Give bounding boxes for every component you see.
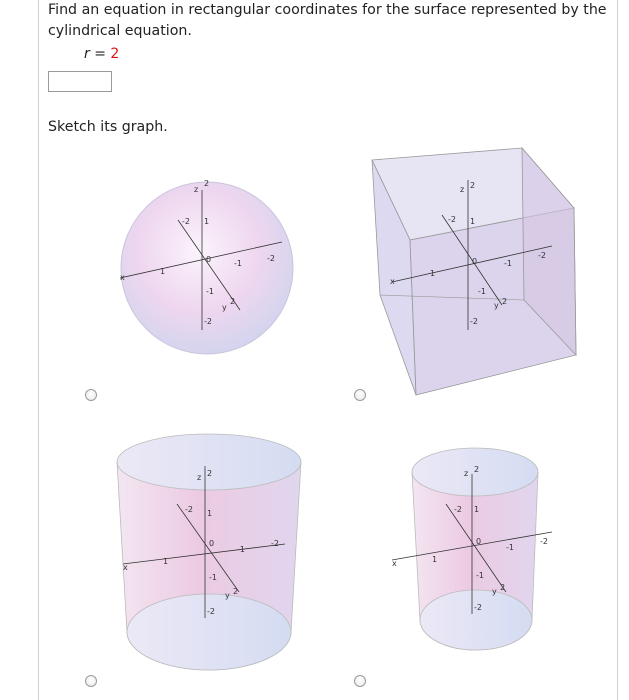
- sphere-graph: [110, 170, 310, 370]
- y-tick-neg2: -2: [185, 505, 193, 514]
- z-tick-2: 2: [207, 469, 213, 478]
- frame-border-left: [38, 0, 39, 700]
- origin-label: 0: [476, 537, 482, 546]
- z-tick-neg2: -2: [474, 603, 482, 612]
- answer-input[interactable]: [48, 71, 112, 92]
- y-tick-neg2: -2: [448, 215, 456, 224]
- y-tick-neg1: -1: [506, 543, 514, 552]
- z-tick-2: 2: [474, 465, 480, 474]
- z-tick-1: 1: [207, 509, 213, 518]
- z-tick-neg2: -2: [204, 317, 212, 326]
- origin-label: 0: [472, 257, 478, 266]
- y-tick-neg2b: -2: [540, 537, 548, 546]
- z-tick-2: 2: [470, 181, 476, 190]
- y-axis-label: y: [222, 303, 227, 312]
- x-axis-label: x: [123, 563, 128, 572]
- frame-border-right: [617, 0, 618, 700]
- z-tick-1: 1: [204, 217, 210, 226]
- y-tick-neg2b: -2: [267, 254, 275, 263]
- x-axis-label: x: [392, 559, 397, 568]
- option-radio-wide-cylinder[interactable]: [85, 675, 97, 687]
- x-tick-1: 1: [430, 269, 436, 278]
- cylindrical-equation: [84, 46, 119, 62]
- y-tick-neg1: -1: [234, 259, 242, 268]
- y-tick-neg2: -2: [454, 505, 462, 514]
- x-tick-1: 1: [160, 267, 166, 276]
- origin-label: 0: [209, 539, 215, 548]
- equation-value: 2: [110, 46, 120, 62]
- wide-cylinder-graph: [105, 432, 315, 677]
- z-tick-neg2: -2: [207, 607, 215, 616]
- y-tick-2: 2: [500, 583, 506, 592]
- origin-label: 0: [206, 255, 212, 264]
- cube-graph: [362, 140, 602, 410]
- option-radio-cube[interactable]: [354, 389, 366, 401]
- narrow-cylinder-graph: [380, 432, 570, 667]
- y-tick-neg1: -1: [504, 259, 512, 268]
- sketch-prompt: Sketch its graph.: [48, 119, 168, 135]
- y-axis-label: y: [225, 591, 230, 600]
- z-axis-label: z: [464, 469, 469, 478]
- x-tick-1: 1: [163, 557, 169, 566]
- y-tick-neg2b: -2: [538, 251, 546, 260]
- x-axis-label: x: [120, 273, 125, 282]
- z-axis-label: z: [460, 185, 465, 194]
- z-axis-label: z: [197, 473, 202, 482]
- z-tick-neg1: -1: [206, 287, 214, 296]
- z-tick-1: 1: [470, 217, 476, 226]
- y-tick-neg2b: -2: [271, 539, 279, 548]
- option-radio-sphere[interactable]: [85, 389, 97, 401]
- z-tick-neg1: -1: [478, 287, 486, 296]
- x-axis-label: x: [390, 277, 395, 286]
- z-tick-neg1: -1: [476, 571, 484, 580]
- z-tick-2: 2: [204, 179, 210, 188]
- option-radio-narrow-cylinder[interactable]: [354, 675, 366, 687]
- x-tick-1: 1: [432, 555, 438, 564]
- y-tick-neg2: -2: [182, 217, 190, 226]
- question-prompt: Find an equation in rectangular coordinates for the surface represented by the cylindrical equation.: [48, 2, 607, 39]
- equation-lhs: r =: [84, 46, 111, 62]
- y-tick-2: 2: [230, 297, 236, 306]
- y-tick-2: 2: [502, 297, 508, 306]
- y-tick-neg1: -1: [237, 545, 245, 554]
- z-tick-neg1: -1: [209, 573, 217, 582]
- z-tick-neg2: -2: [470, 317, 478, 326]
- y-axis-label: y: [492, 587, 497, 596]
- y-axis-label: y: [494, 301, 499, 310]
- z-tick-1: 1: [474, 505, 480, 514]
- y-tick-2: 2: [233, 587, 239, 596]
- z-axis-label: z: [194, 185, 199, 194]
